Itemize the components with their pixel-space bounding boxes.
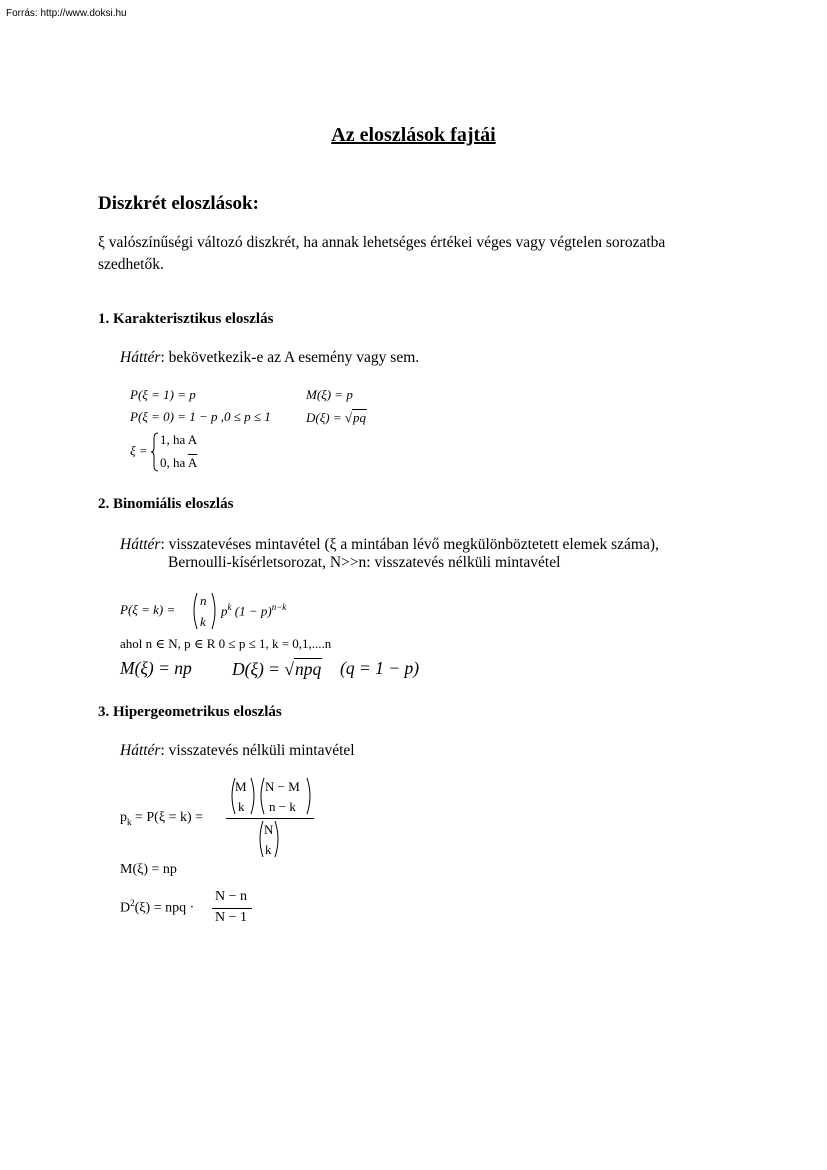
s2-p: p <box>221 603 228 619</box>
s2-background-label: Háttér <box>120 536 161 553</box>
s3-d2-sup: 2 <box>130 898 135 908</box>
s1-xi-label: ξ = <box>130 443 148 458</box>
s2-background-line-2: Bernoulli-kísérletsorozat, N>>n: visszatevés nélküli mintavétel <box>168 554 561 571</box>
s3-b2-top: N − M <box>265 779 300 794</box>
s1-background-label: Háttér <box>120 349 161 366</box>
s2-q-term: (1 − p) <box>234 603 272 619</box>
s3-d2: D <box>120 900 131 916</box>
s1-case-1: 1, ha A <box>160 432 198 447</box>
s2-mean: M(ξ) = np <box>120 658 192 678</box>
s1-formula-d <box>306 409 367 426</box>
s1-case-2-pre: 0, ha <box>160 455 188 470</box>
s1-heading: 1. Karakterisztikus eloszlás <box>98 311 274 327</box>
s1-cases-brace <box>150 432 160 472</box>
s2-deviation <box>232 658 322 680</box>
s3-b1-bottom: k <box>238 799 245 814</box>
intro-paragraph <box>98 232 665 276</box>
s1-d-radicand: pq <box>353 410 367 425</box>
s3-variance <box>120 898 194 917</box>
s2-binom-left-paren <box>190 592 198 630</box>
s3-mean: M(ξ) = np <box>120 862 177 877</box>
s3-frac-numerator: N − n <box>215 889 248 904</box>
s3-pk-rest: = P(ξ = k) = <box>131 810 204 825</box>
s2-p-exp: k <box>227 602 232 612</box>
s3-background-label: Háttér <box>120 742 161 759</box>
s3-b3-right-paren <box>274 820 282 858</box>
s3-d2-mid: (ξ) = npq · <box>134 900 195 916</box>
s3-b3-left-paren <box>256 820 264 858</box>
s2-q-definition: (q = 1 − p) <box>340 658 420 678</box>
s3-fraction-bar <box>226 818 314 819</box>
s2-formula-rhs <box>221 602 286 619</box>
s2-formula-lhs: P(ξ = k) = <box>120 602 176 617</box>
s2-binom-right-paren <box>211 592 219 630</box>
s1-case-2-complement: $\overline{A}$ <box>187 455 198 470</box>
s3-pk: p <box>120 810 127 825</box>
s3-background-text: : visszatevés nélküli mintavétel <box>160 742 355 759</box>
s1-background-text: : bekövetkezik-e az A esemény vagy sem. <box>160 349 420 366</box>
s3-b3-bottom: k <box>265 842 272 857</box>
s3-frac-denominator: N − 1 <box>215 910 248 925</box>
s1-d-pre: D(ξ) = √ <box>306 410 353 425</box>
s1-formula-m: M(ξ) = p <box>306 387 353 402</box>
s1-formula-p1: P(ξ = 1) = p <box>130 387 196 402</box>
s3-b2-bottom: n − k <box>269 799 296 814</box>
s2-ahol-line: ahol n ∈ N, p ∈ R 0 ≤ p ≤ 1, k = 0,1,....n <box>120 636 332 651</box>
s3-b2-right-paren <box>306 777 314 815</box>
s2-d-pre: D(ξ) = √ <box>232 659 294 679</box>
s3-pk-lhs <box>120 810 203 827</box>
source-label: Forrás: http://www.doksi.hu <box>6 8 127 19</box>
s3-b1-top: M <box>235 779 247 794</box>
s3-background <box>120 740 355 761</box>
s3-variance-fraction-bar <box>212 908 252 909</box>
section-heading: Diszkrét eloszlások: <box>98 193 259 214</box>
page-title: Az eloszlások fajtái <box>331 124 496 146</box>
s2-background-text: : visszatevéses mintavétel (ξ a mintában lévő megkülönböztetett elemek száma), <box>160 536 659 553</box>
s1-case-2 <box>160 455 197 471</box>
s2-binom-bottom: k <box>200 614 206 629</box>
s3-b2-left-paren <box>257 777 265 815</box>
intro-line-1: ξ valószínűségi változó diszkrét, ha annak lehetséges értékei véges vagy végtelen sorozatba <box>98 234 666 251</box>
s1-formula-p0: P(ξ = 0) = 1 − p ,0 ≤ p ≤ 1 <box>130 409 271 424</box>
s2-heading: 2. Binomiális eloszlás <box>98 496 234 512</box>
s2-binom-top: n <box>200 593 207 608</box>
s2-q-exp: n−k <box>271 602 287 612</box>
intro-line-2: szedhetők. <box>98 256 164 273</box>
s3-pk-sub: k <box>127 816 132 827</box>
s3-heading: 3. Hipergeometrikus eloszlás <box>98 704 282 720</box>
s3-b3-top: N <box>264 822 274 837</box>
s2-d-radicand: npq <box>294 659 322 679</box>
s1-background <box>120 347 419 368</box>
